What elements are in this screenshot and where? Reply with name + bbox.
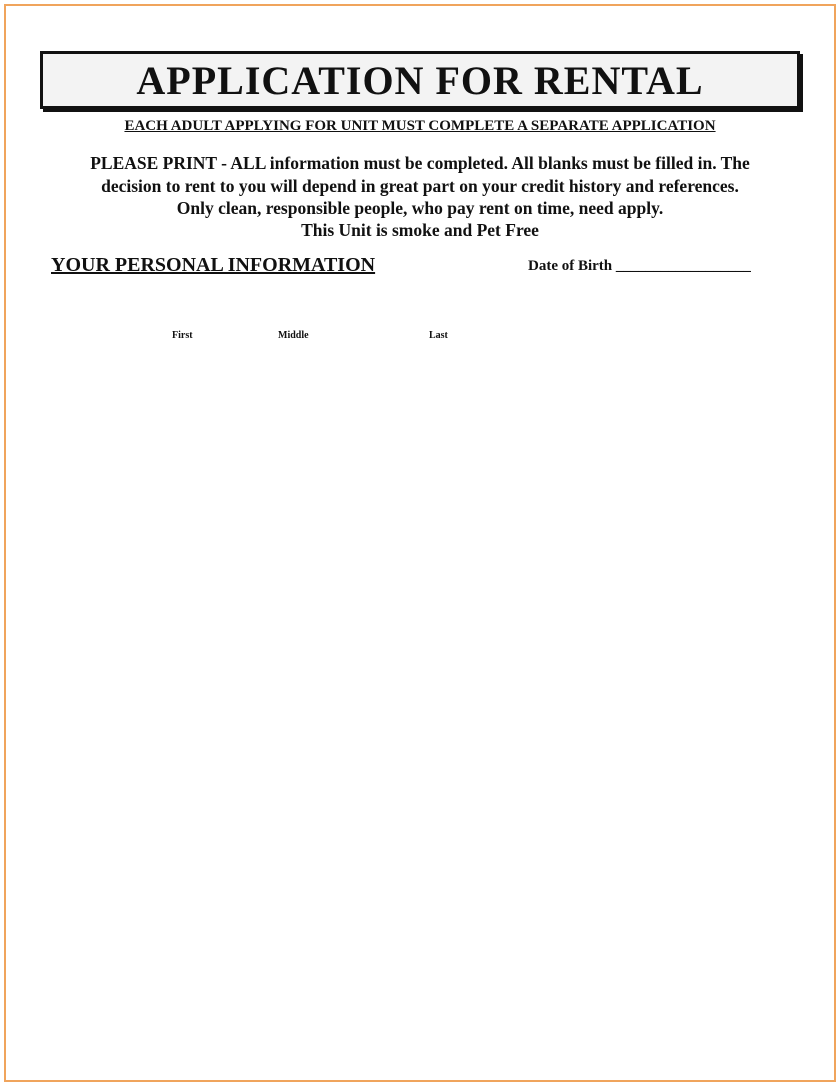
name-first-caption: First <box>172 330 193 341</box>
notice-line-4: This Unit is smoke and Pet Free <box>301 220 539 240</box>
subtitle: EACH ADULT APPLYING FOR UNIT MUST COMPLETE A SEPARATE APPLICATION <box>124 118 716 134</box>
notice-line-1: PLEASE PRINT - ALL information must be completed. All blanks must be filled in. The <box>90 153 750 173</box>
page-title: APPLICATION FOR RENTAL <box>136 57 704 103</box>
notice-line-3: Only clean, responsible people, who pay rent on time, need apply. <box>176 198 664 218</box>
name-last-caption: Last <box>429 330 448 341</box>
section-heading-personal: YOUR PERSONAL INFORMATION <box>51 254 376 276</box>
name-middle-caption: Middle <box>278 330 309 341</box>
date-of-birth-field[interactable]: Date of Birth __________________ <box>528 258 751 274</box>
title-box <box>40 51 800 109</box>
notice-line-2: decision to rent to you will depend in great part on your credit history and references. <box>101 176 739 196</box>
